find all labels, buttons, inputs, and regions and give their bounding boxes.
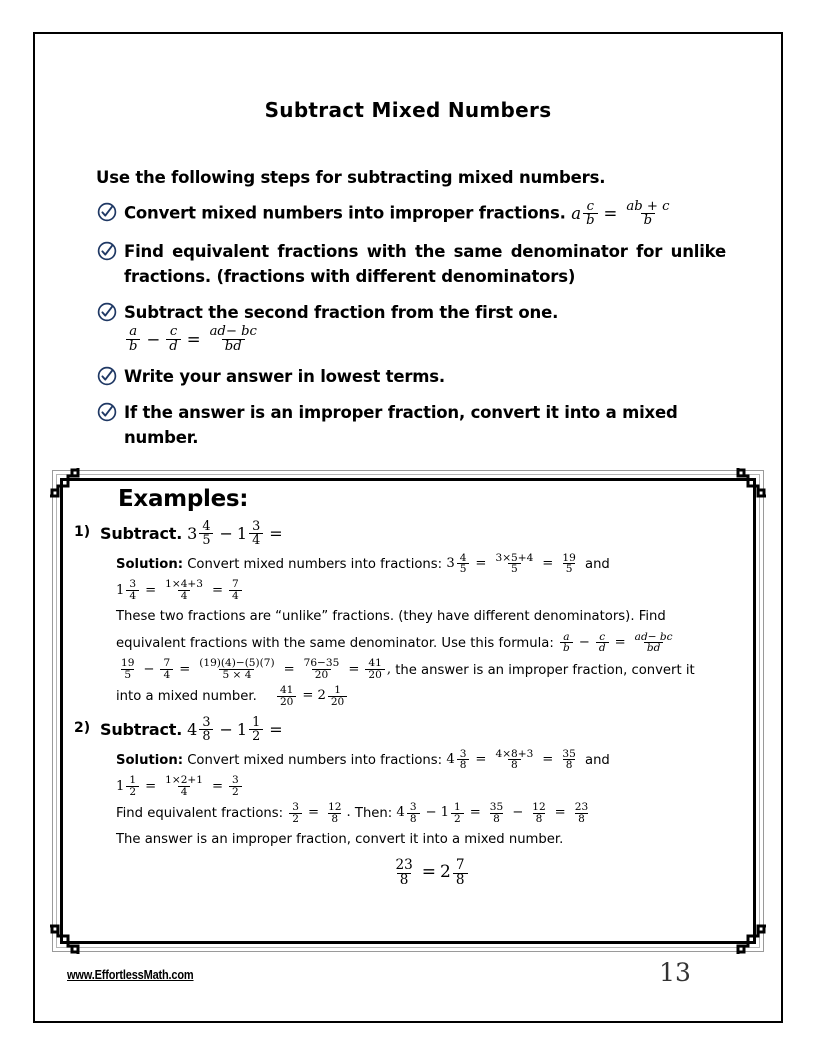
solution-math: 1 $\frac{1}{2}$ = $\frac{1\times 2+1}{4}$ = $\frac{3}{2}$ (116, 774, 244, 800)
step-label-line1: Find equivalent fractions with the same denominator for unlike (124, 241, 726, 261)
footer-website-link[interactable]: www.EffortlessMath.com (67, 968, 194, 982)
steps-intro: Use the following steps for subtracting mixed numbers. (96, 168, 606, 187)
example-prompt-label: Subtract. (100, 719, 183, 739)
step-formula: a $\frac{c}{b}$ = $\frac{ab + c}{b}$ (571, 199, 670, 229)
solution-conjunction: and (584, 752, 610, 768)
circled-check-icon (96, 301, 118, 323)
solution-text: Convert mixed numbers into fractions: (187, 752, 443, 768)
example-solution (116, 551, 728, 710)
solution-text: the answer is an improper fraction, convert it (395, 662, 695, 678)
example-prompt (100, 520, 746, 547)
examples-content (70, 486, 746, 936)
solution-line (116, 800, 728, 827)
page-number: 13 (659, 958, 691, 987)
solution-line: The answer is an improper fraction, convert it into a mixed number. (116, 831, 564, 847)
solution-math: $\frac{3}{2}$ = $\frac{12}{8}$ . (287, 800, 350, 826)
circled-check-icon (96, 401, 118, 423)
solution-math: 4 $\frac{3}{8}$ − 1 $\frac{1}{2}$ = $\frac{35}{8}$ − $\frac{12}{8}$ = $\frac{23}{8}$ (396, 800, 589, 825)
example-item (70, 716, 746, 890)
final-answer-math: $\frac{23}{8}$ = 2 $\frac{7}{8}$ (390, 856, 469, 889)
step-text: Write your answer in lowest terms. (124, 367, 445, 387)
example-prompt (100, 716, 746, 743)
example-body (100, 520, 746, 710)
example-prompt-expression: 4 $\frac{3}{8}$ − 1 $\frac{1}{2}$ = (187, 714, 283, 744)
step-text (124, 300, 726, 353)
step-label: Convert mixed numbers into improper fractions. (124, 203, 566, 223)
step-item (96, 364, 726, 389)
page-title: Subtract Mixed Numbers (264, 98, 552, 122)
example-number: 1) (74, 524, 91, 540)
solution-line (116, 551, 728, 604)
example-prompt-expression: 3 $\frac{4}{5}$ − 1 $\frac{3}{4}$ = (187, 519, 283, 549)
solution-text: Then: (354, 806, 393, 822)
step-text: If the answer is an improper fraction, convert it into a mixed number. (124, 403, 678, 448)
solution-math: 3 $\frac{4}{5}$ = $\frac{3\times 5+4}{5}$ = $\frac{19}{5}$ (446, 551, 576, 576)
final-answer (132, 856, 728, 889)
example-solution (116, 747, 728, 890)
step-item (96, 300, 726, 353)
solution-conjunction: and (584, 556, 610, 572)
example-prompt-label: Subtract. (100, 524, 183, 544)
solution-line (116, 683, 728, 710)
circled-check-icon (96, 201, 118, 223)
solution-math: $\frac{41}{20}$ = 2 $\frac{1}{20}$ (275, 683, 349, 709)
solution-math: 4 $\frac{3}{8}$ = $\frac{4\times 8+3}{8}$ = $\frac{35}{8}$ (446, 747, 576, 772)
solution-math: $\frac{19}{5}$ − $\frac{7}{4}$ = $\frac{(19)(4)-(5)(7)}{5 \times 4}$ = $\frac{76-35}{20}$ = $\frac{41}{20}$ , (121, 657, 392, 681)
step-item (96, 239, 726, 289)
step-text (124, 239, 726, 289)
steps-section (96, 168, 726, 461)
solution-text: Convert mixed numbers into fractions: (187, 556, 443, 572)
step-item (96, 200, 726, 228)
step-item (96, 400, 726, 450)
example-body (100, 716, 746, 890)
example-number: 2) (74, 719, 91, 736)
solution-text: Find equivalent fractions: (116, 806, 284, 822)
step-label-line2: fractions. (fractions with different denominators) (124, 266, 576, 286)
step-label: Subtract the second fraction from the first one. (124, 303, 559, 323)
solution-text: equivalent fractions with the same denominator. Use this formula: (116, 635, 554, 651)
solution-line (116, 630, 728, 657)
solution-text: into a mixed number. (116, 689, 257, 705)
solution-math: 1 $\frac{3}{4}$ = $\frac{1\times 4+3}{4}$ = $\frac{7}{4}$ (116, 578, 244, 604)
step-formula: $\frac{a}{b}$ − $\frac{c}{d}$ = $\frac{ad- bc}{bd}$ (124, 325, 262, 353)
example-item (70, 520, 746, 710)
solution-math: $\frac{a}{b}$ − $\frac{c}{d}$ = $\frac{ad- bc}{bd}$ (558, 630, 678, 656)
step-text (124, 200, 726, 228)
examples-heading: Examples: (118, 486, 249, 512)
solution-label: Solution: (116, 556, 184, 572)
solution-line (116, 657, 728, 684)
circled-check-icon (96, 240, 118, 262)
circled-check-icon (96, 365, 118, 387)
solution-line: These two fractions are “unlike” fractions. (they have different denominators). Find (116, 609, 666, 625)
examples-frame (48, 466, 768, 956)
solution-label: Solution: (116, 752, 184, 768)
solution-line (116, 747, 728, 800)
